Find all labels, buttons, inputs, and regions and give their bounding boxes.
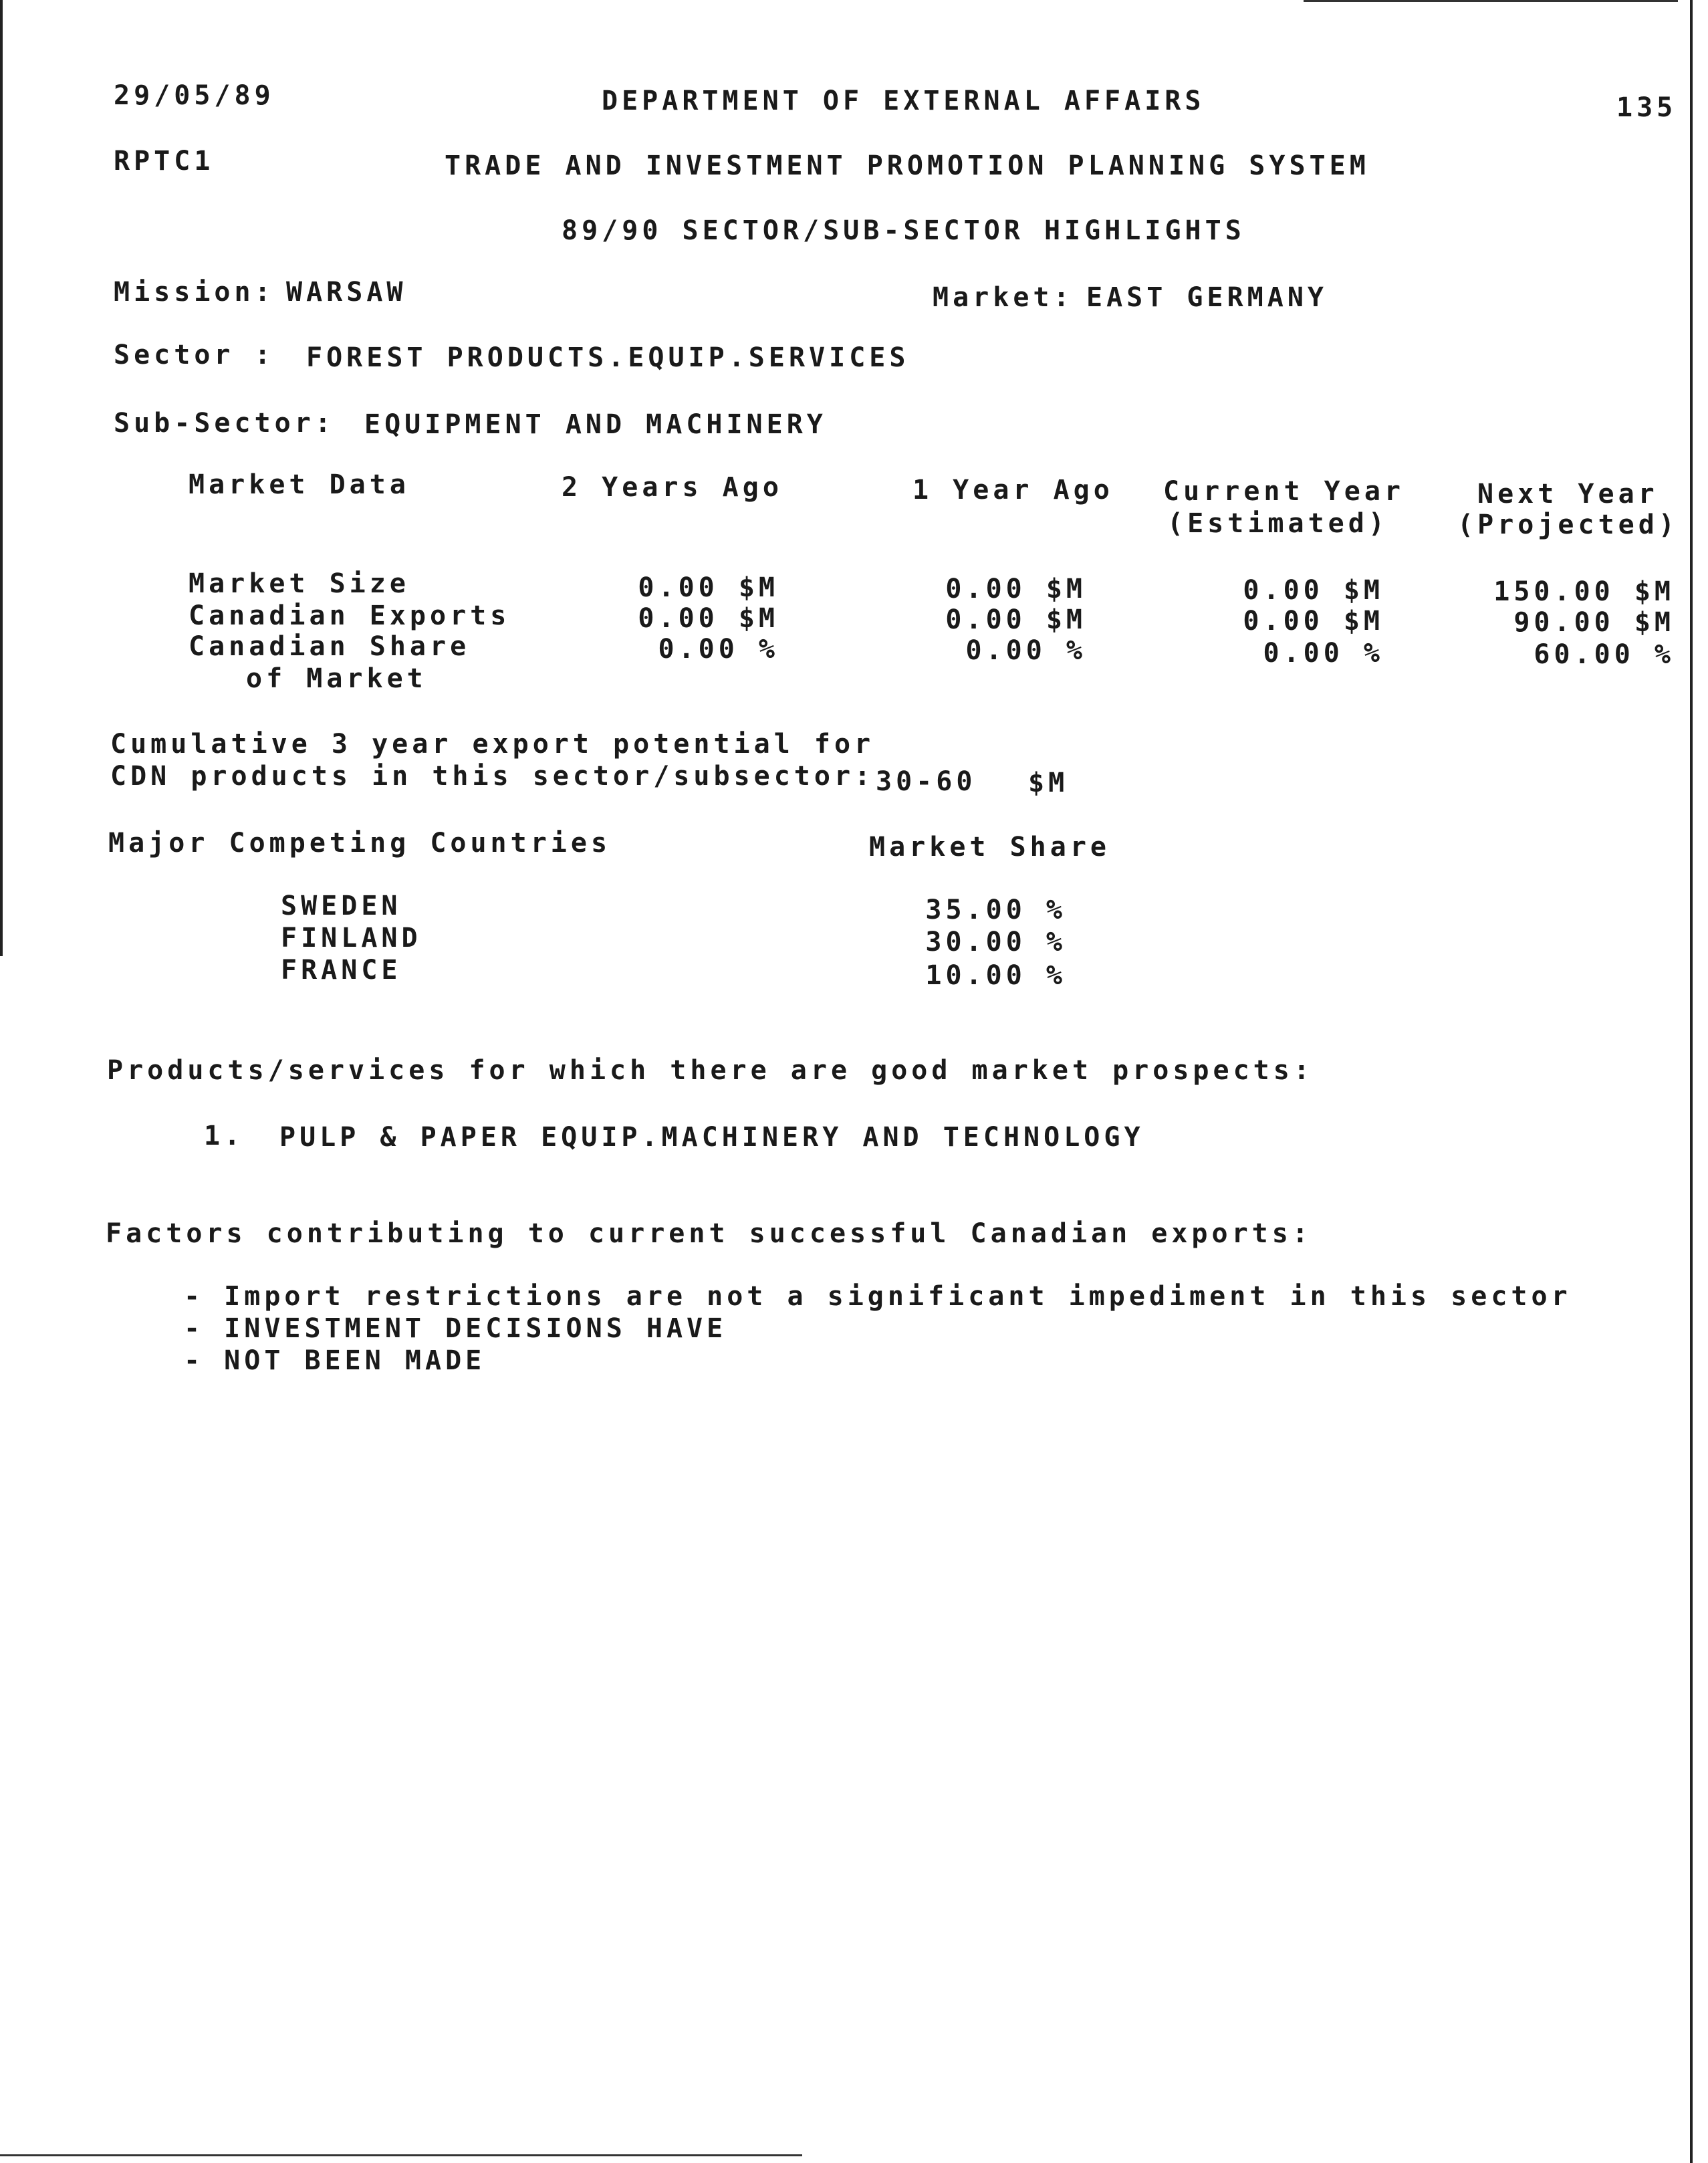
- factor-item: - NOT BEEN MADE: [184, 1345, 486, 1376]
- potential-unit: $M: [1028, 768, 1069, 798]
- mission-value: WARSAW: [286, 277, 407, 308]
- system-title: TRADE AND INVESTMENT PROMOTION PLANNING SYSTEM: [445, 150, 1370, 181]
- cell-exports-current: 0.00 $M: [1243, 606, 1384, 637]
- header-1-year-ago: 1 Year Ago: [912, 475, 1114, 505]
- cell-share-1y: 0.00 %: [965, 635, 1086, 666]
- factor-item: - Import restrictions are not a significant impediment in this sector: [184, 1281, 1572, 1312]
- row-label-of-market: of Market: [246, 663, 427, 694]
- cell-exports-1y: 0.00 $M: [945, 604, 1086, 635]
- header-projected: (Projected): [1457, 509, 1679, 540]
- prospect-text: PULP & PAPER EQUIP.MACHINERY AND TECHNOLOGY: [279, 1122, 1144, 1153]
- row-label-canadian-share: Canadian Share: [189, 631, 471, 662]
- report-title: 89/90 SECTOR/SUB-SECTOR HIGHLIGHTS: [562, 215, 1245, 246]
- factor-item: - INVESTMENT DECISIONS HAVE: [184, 1313, 727, 1344]
- header-estimated: (Estimated): [1167, 508, 1388, 539]
- cell-market-size-2y: 0.00 $M: [638, 572, 779, 603]
- cell-share-2y: 0.00 %: [658, 634, 779, 665]
- competitor-share: 35.00 %: [925, 895, 1066, 925]
- cell-market-size-1y: 0.00 $M: [945, 574, 1086, 604]
- header-next-year: Next Year: [1477, 479, 1659, 509]
- potential-line-2: CDN products in this sector/subsector:: [110, 761, 875, 792]
- cell-market-size-next: 150.00 $M: [1493, 576, 1675, 607]
- competitor-share: 30.00 %: [925, 927, 1066, 957]
- page-edge-top: [1304, 0, 1678, 2]
- market-label: Market:: [933, 282, 1074, 313]
- page-number: 135: [1616, 92, 1677, 123]
- cell-share-next: 60.00 %: [1534, 639, 1675, 670]
- subsector-label: Sub-Sector:: [114, 408, 335, 439]
- market-data-header: Market Data: [189, 469, 410, 500]
- cell-exports-2y: 0.00 $M: [638, 603, 779, 634]
- potential-value: 30-60: [876, 766, 977, 797]
- competitor-country: FINLAND: [281, 923, 422, 953]
- cell-exports-next: 90.00 $M: [1513, 607, 1675, 638]
- page-edge-right: [1690, 0, 1693, 2163]
- sector-label: Sector :: [114, 340, 275, 370]
- row-label-market-size: Market Size: [189, 568, 410, 599]
- mission-label: Mission:: [114, 277, 275, 308]
- header-current-year: Current Year: [1163, 476, 1405, 507]
- header-2-years-ago: 2 Years Ago: [562, 472, 783, 503]
- competitor-country: SWEDEN: [281, 891, 402, 921]
- prospects-header: Products/services for which there are good market prospects:: [107, 1055, 1314, 1086]
- prospect-number: 1.: [204, 1121, 245, 1151]
- factors-header: Factors contributing to current successful Canadian exports:: [106, 1218, 1312, 1249]
- market-share-header: Market Share: [869, 832, 1110, 863]
- sector-value: FOREST PRODUCTS.EQUIP.SERVICES: [306, 342, 910, 373]
- row-label-canadian-exports: Canadian Exports: [189, 600, 511, 631]
- cell-share-current: 0.00 %: [1263, 638, 1384, 669]
- competitor-country: FRANCE: [281, 955, 402, 986]
- subsector-value: EQUIPMENT AND MACHINERY: [364, 409, 827, 440]
- department-title: DEPARTMENT OF EXTERNAL AFFAIRS: [602, 86, 1205, 116]
- cell-market-size-current: 0.00 $M: [1243, 575, 1384, 606]
- report-code: RPTC1: [114, 146, 215, 177]
- market-value: EAST GERMANY: [1086, 282, 1328, 313]
- report-date: 29/05/89: [114, 80, 275, 111]
- competitor-share: 10.00 %: [925, 960, 1066, 991]
- page-edge-left: [0, 0, 3, 956]
- page-edge-bottom: [0, 2154, 802, 2156]
- competitors-header: Major Competing Countries: [108, 828, 612, 859]
- potential-line-1: Cumulative 3 year export potential for: [110, 729, 875, 760]
